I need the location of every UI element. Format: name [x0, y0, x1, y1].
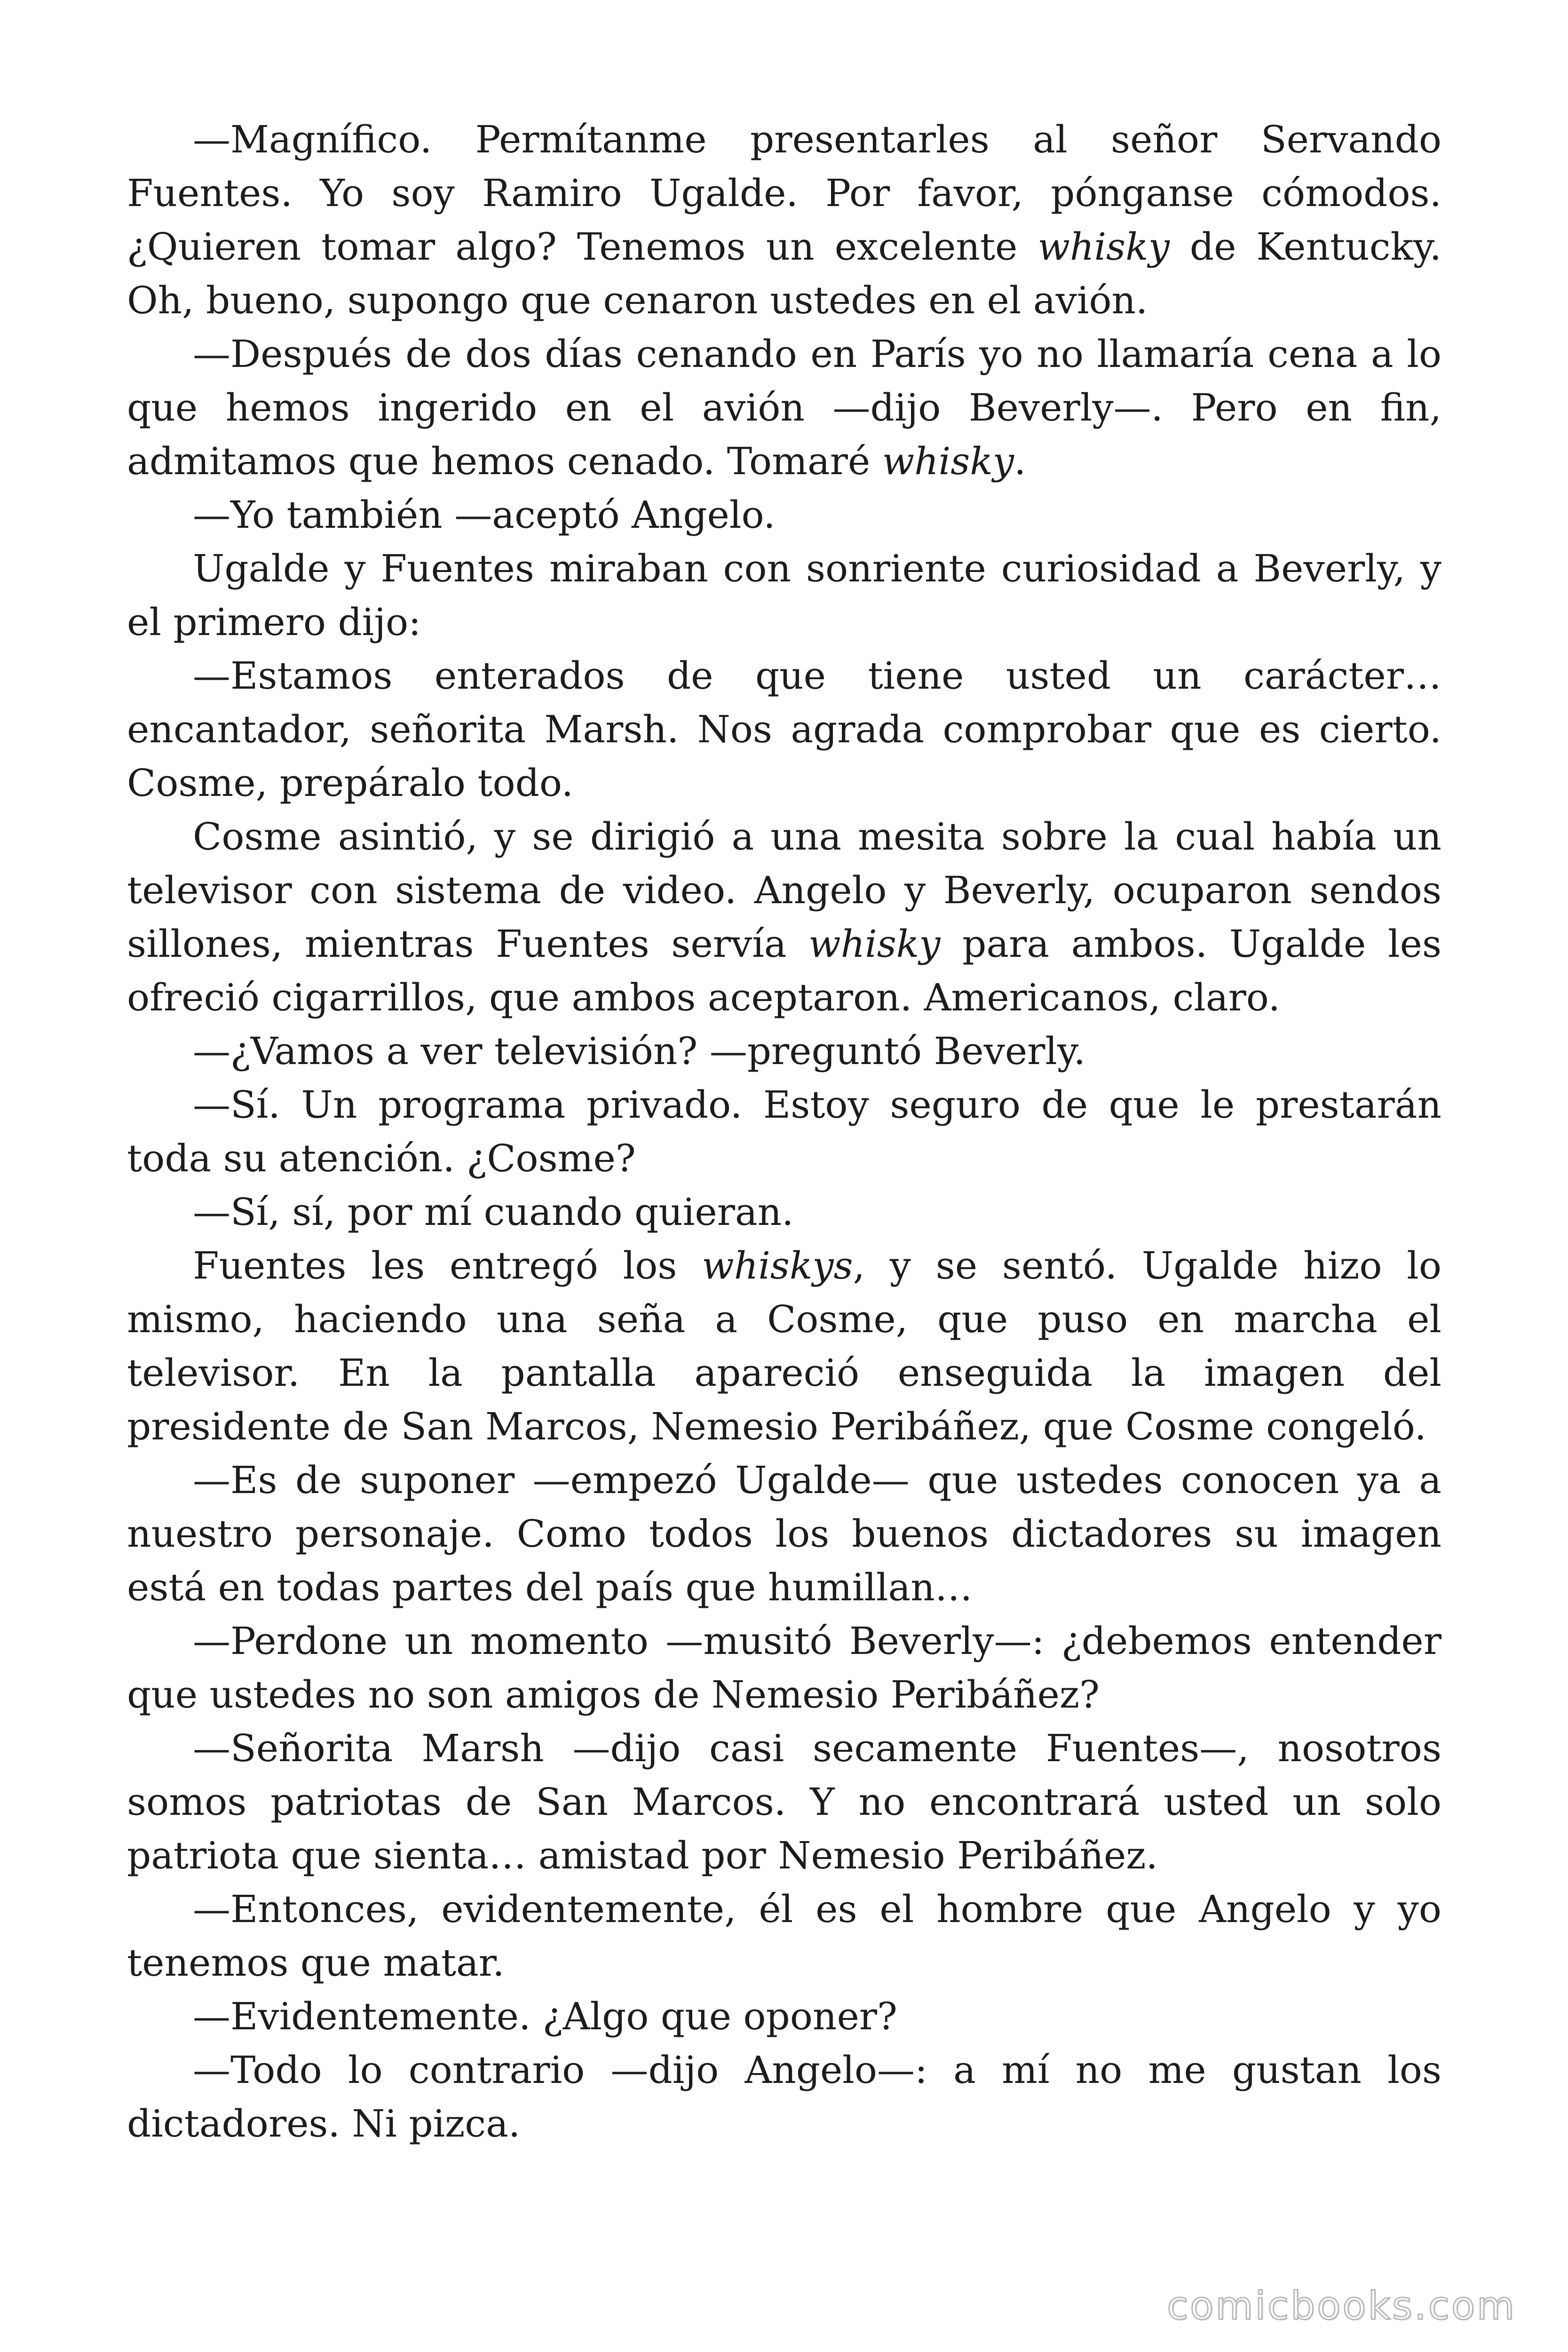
paragraph: [127, 810, 1441, 1025]
text-run: —Después de dos días cenando en París yo no llamaría cena a lo que hemos ingerido en el avión —dijo Beverly—. Pero en fin, admitamos que hemos cenado. Tomaré: [127, 332, 1441, 483]
text-run: —Sí, sí, por mí cuando quieran.: [193, 1190, 794, 1234]
paragraph: [127, 488, 1441, 542]
paragraph: [127, 1185, 1441, 1239]
text-run: —Evidentemente. ¿Algo que oponer?: [193, 1994, 897, 2038]
text-run: —Entonces, evidentemente, él es el hombre que Angelo y yo tenemos que matar.: [127, 1887, 1441, 1985]
text-run: Fuentes les entregó los: [193, 1244, 702, 1287]
italic-word: whisky: [1037, 225, 1170, 269]
text-run: para ambos. Ugalde les ofreció cigarrillos, que ambos aceptaron. Americanos, claro.: [127, 922, 1441, 1019]
text-run: —Todo lo contrario —dijo Angelo—: a mí no me gustan los dictadores. Ni pizca.: [127, 2048, 1441, 2145]
paragraph: [127, 649, 1441, 810]
book-page-text: [127, 113, 1441, 2151]
paragraph: [127, 1454, 1441, 1614]
text-run: —Sí. Un programa privado. Estoy seguro de que le prestarán toda su atención. ¿Cosme?: [127, 1083, 1441, 1180]
paragraph: [127, 1990, 1441, 2043]
text-run: —¿Vamos a ver televisión? —preguntó Beverly.: [193, 1029, 1086, 1073]
text-run: —Perdone un momento —musitó Beverly—: ¿debemos entender que ustedes no son amigos de Nemesio Peribáñez?: [127, 1619, 1441, 1716]
text-run: .: [1014, 439, 1026, 483]
text-run: —Magnífico. Permítanme presentarles al señor Servando Fuentes. Yo soy Ramiro Ugalde. Por favor, pónganse cómodos. ¿Quieren tomar algo? Tenemos un excelente: [127, 118, 1441, 269]
paragraph: [127, 1883, 1441, 1990]
text-run: —Es de suponer —empezó Ugalde— que ustedes conocen ya a nuestro personaje. Como todos los buenos dictadores su imagen está en todas partes del país que humillan…: [127, 1458, 1441, 1609]
text-run: —Señorita Marsh —dijo casi secamente Fuentes—, nosotros somos patriotas de San Marcos. Y no encontrará usted un solo patriota que sienta… amistad por Nemesio Peribáñez.: [127, 1726, 1441, 1877]
paragraph: [127, 113, 1441, 327]
paragraph: [127, 1614, 1441, 1722]
italic-word: whisky: [808, 922, 941, 966]
italic-word: whisky: [882, 439, 1014, 483]
paragraph: [127, 1239, 1441, 1454]
site-watermark: comicbooks.com: [1167, 2284, 1516, 2328]
paragraph: [127, 542, 1441, 649]
paragraph: [127, 327, 1441, 488]
text-run: Ugalde y Fuentes miraban con sonriente curiosidad a Beverly, y el primero dijo:: [127, 547, 1441, 644]
text-run: —Yo también —aceptó Angelo.: [193, 493, 776, 537]
text-run: Cosme asintió, y se dirigió a una mesita sobre la cual había un televisor con sistema de video. Angelo y Beverly, ocuparon sendos sillones, mientras Fuentes servía: [127, 815, 1441, 966]
paragraph: [127, 2043, 1441, 2151]
paragraph: [127, 1078, 1441, 1185]
text-run: , y se sentó. Ugalde hizo lo mismo, haciendo una seña a Cosme, que puso en marcha el televisor. En la pantalla apareció enseguida la imagen del presidente de San Marcos, Nemesio Peribáñez, que Cosme congeló.: [127, 1244, 1442, 1448]
text-run: —Estamos enterados de que tiene usted un carácter… encantador, señorita Marsh. Nos agrada comprobar que es cierto. Cosme, prepáralo todo.: [127, 654, 1441, 805]
paragraph: [127, 1025, 1441, 1078]
paragraph: [127, 1722, 1441, 1883]
italic-word: whiskys: [702, 1244, 853, 1287]
text-run: de Kentucky. Oh, bueno, supongo que cenaron ustedes en el avión.: [127, 225, 1441, 322]
